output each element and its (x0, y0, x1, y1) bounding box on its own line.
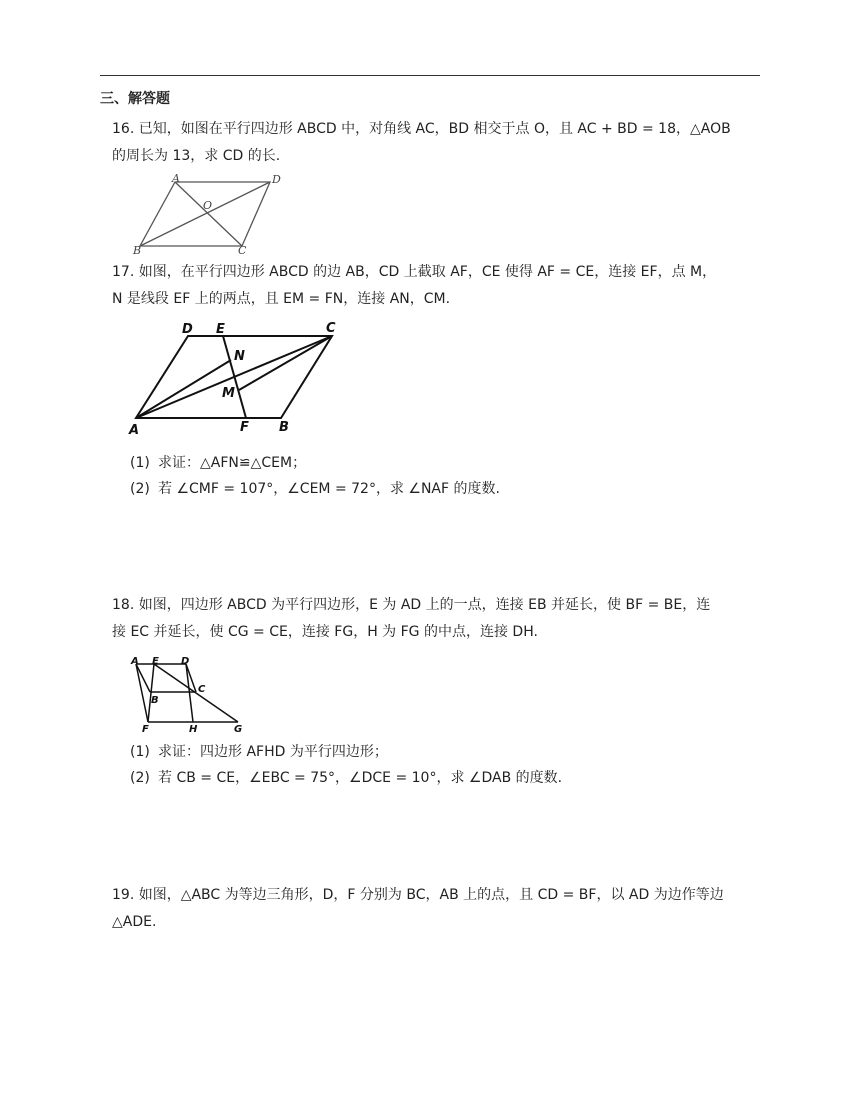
q18-number: 18. (112, 597, 135, 613)
q17-line1: 如图，在平行四边形 ABCD 的边 AB，CD 上截取 AF，CE 使得 AF = CE，连接 EF，点 M， (138, 264, 717, 280)
q16-label-b: B (133, 244, 142, 256)
q19-line2: △ADE. (112, 914, 157, 930)
section-title: 三、解答题 (100, 91, 170, 107)
q17-label-b: B (279, 420, 289, 435)
q16-label-a: A (172, 172, 180, 185)
q18-segment-ab (136, 664, 150, 692)
q16-number: 16. (112, 121, 135, 137)
q17-label-m: M (222, 386, 235, 401)
q17-sub1-text: 求证：△AFN≌△CEM； (158, 455, 307, 471)
q17-label-f: F (240, 420, 249, 435)
q17-label-c: C (326, 321, 336, 336)
q16-line1: 已知，如图在平行四边形 ABCD 中，对角线 AC，BD 相交于点 O，且 AC + BD = 18，△AOB (138, 121, 731, 137)
q18-sub1-index: (1) (130, 744, 150, 760)
q18-label-f: F (142, 724, 149, 734)
q17-subquestion-1 (130, 450, 306, 476)
q18-subquestion-2 (130, 765, 562, 791)
q17-sub1-index: (1) (130, 455, 150, 471)
q17-subquestion-2 (130, 476, 500, 502)
q18-line2: 接 EC 并延长，使 CG = CE，连接 FG，H 为 FG 的中点，连接 DH. (112, 624, 538, 640)
q17-sub2-index: (2) (130, 481, 150, 497)
q16-label-c: C (238, 244, 247, 256)
q17-segment-cm (239, 336, 332, 390)
q16-line2: 的周长为 13，求 CD 的长. (112, 148, 281, 164)
q18-sub2-text: 若 CB = CE，∠EBC = 75°，∠DCE = 10°，求 ∠DAB 的度数. (158, 770, 563, 786)
q18-label-h: H (189, 724, 198, 734)
question-18 (112, 592, 762, 646)
q17-parallelogram-figure (126, 318, 346, 440)
q18-segment-af (136, 664, 148, 722)
q18-label-d: D (181, 656, 190, 667)
question-16 (112, 116, 762, 170)
q18-label-c: C (198, 684, 206, 695)
q17-label-e: E (216, 322, 225, 337)
q17-label-d: D (182, 322, 193, 337)
q16-label-o: O (203, 199, 213, 212)
q19-line1: 如图，△ABC 为等边三角形，D，F 分别为 BC，AB 上的点，且 CD = BF，以 AD 为边作等边 (138, 887, 724, 903)
q17-label-n: N (234, 349, 245, 364)
q16-diagonal-ac (175, 182, 242, 246)
q19-number: 19. (112, 887, 135, 903)
q18-label-e: E (152, 656, 159, 667)
q17-line2: N 是线段 EF 上的两点，且 EM = FN，连接 AN，CM. (112, 291, 451, 307)
q16-diagonal-bd (140, 182, 270, 246)
header-rule (100, 75, 760, 76)
q18-line1: 如图，四边形 ABCD 为平行四边形，E 为 AD 上的一点，连接 EB 并延长，使 BF = BE，连 (138, 597, 711, 613)
q17-sub2-text: 若 ∠CMF = 107°，∠CEM = 72°，求 ∠NAF 的度数. (158, 481, 500, 497)
q17-number: 17. (112, 264, 135, 280)
q16-parallelogram-figure (130, 172, 290, 256)
q18-sub1-text: 求证：四边形 AFHD 为平行四边形； (158, 744, 388, 760)
q18-segment-eg (154, 664, 238, 722)
q17-segment-an (136, 360, 231, 418)
q18-segment-ef (148, 664, 154, 722)
question-17 (112, 259, 762, 313)
q18-label-b: B (151, 695, 159, 706)
q17-label-a: A (129, 423, 140, 438)
q18-subquestion-1 (130, 739, 388, 765)
q18-label-g: G (234, 724, 243, 734)
q18-sub2-index: (2) (130, 770, 150, 786)
question-19 (112, 882, 762, 936)
q18-label-a: A (131, 656, 139, 667)
q16-label-d: D (272, 173, 281, 186)
q18-figure (128, 654, 250, 734)
